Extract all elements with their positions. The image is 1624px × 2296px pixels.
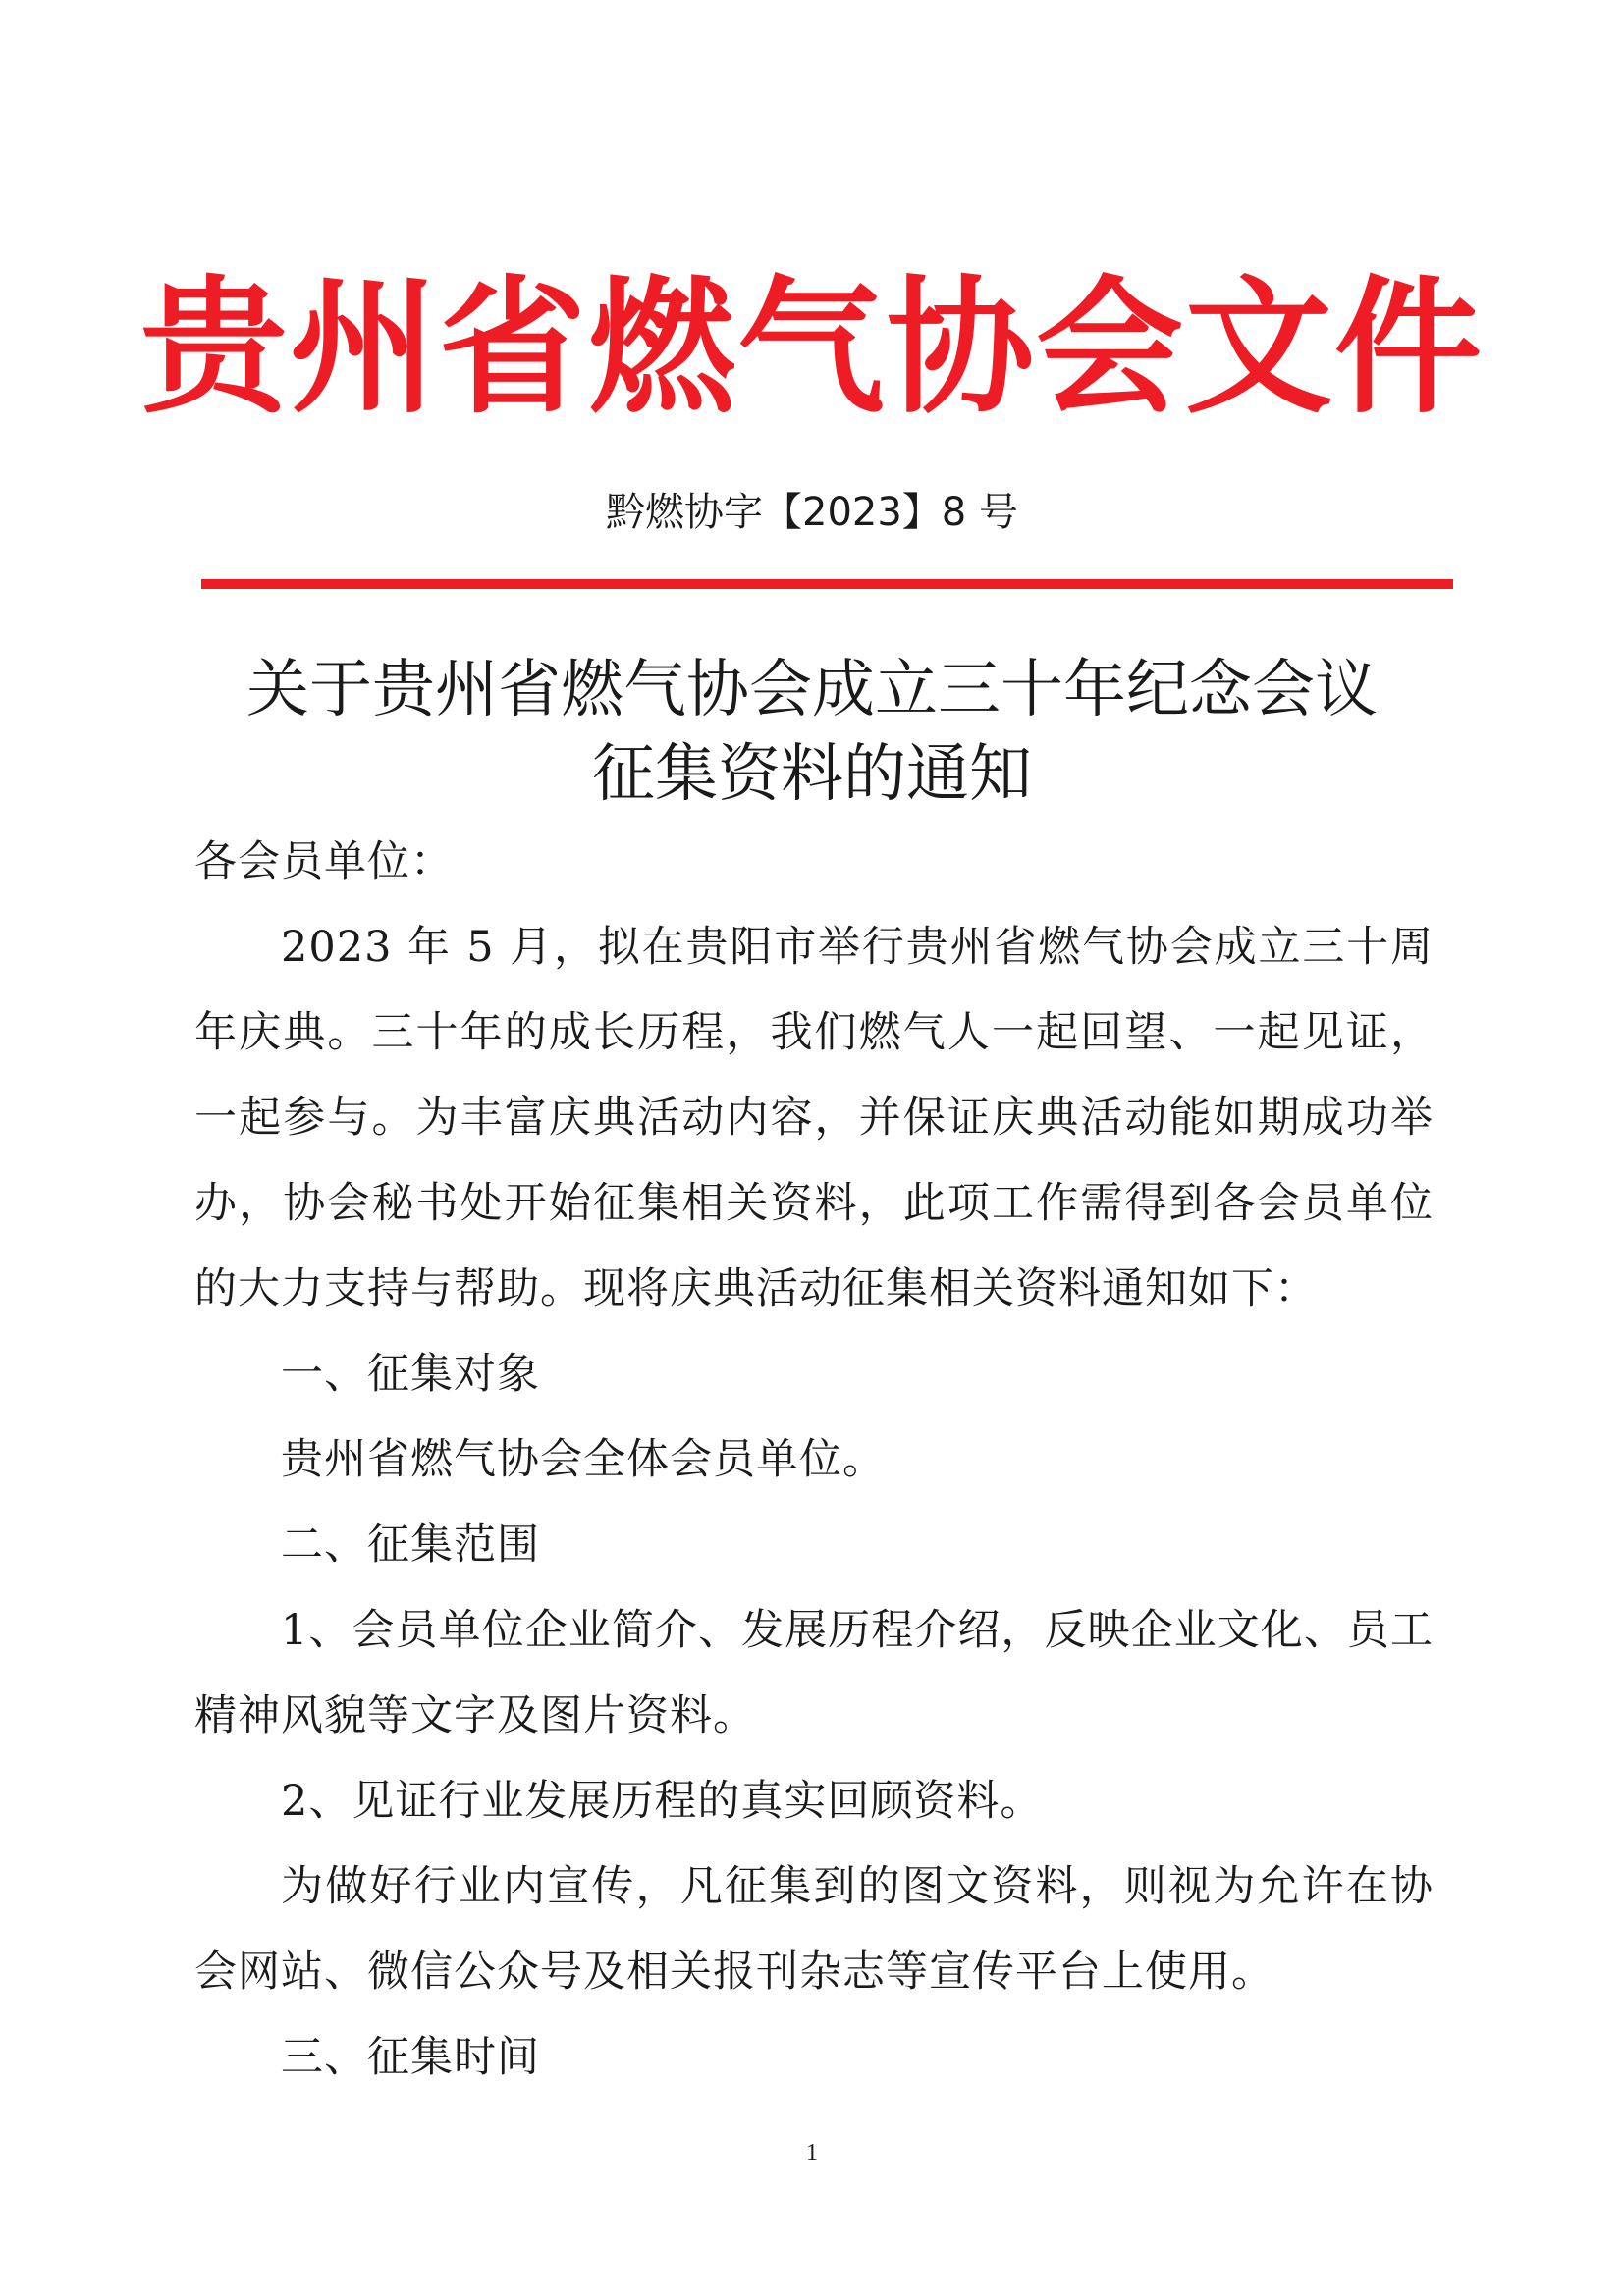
page-number: 1 — [806, 2140, 818, 2165]
section-heading-3: 三、征集时间 — [281, 2033, 540, 2082]
masthead-title: 贵州省燃气协会文件 — [139, 263, 1484, 434]
red-divider-line — [201, 579, 1453, 589]
document-number: 黔燃协字【2023】8 号 — [606, 490, 1018, 535]
salutation: 各会员单位： — [194, 837, 454, 886]
section-heading-1: 一、征集对象 — [281, 1350, 540, 1399]
section-heading-2: 二、征集范围 — [281, 1521, 540, 1570]
section-2-item-1: 1、会员单位企业简介、发展历程介绍，反映企业文化、员工精神风貌等文字及图片资料。 — [194, 1606, 1434, 1740]
section-2-item-2: 2、见证行业发展历程的真实回顾资料。 — [281, 1777, 1044, 1826]
section-2-note: 为做好行业内宣传，凡征集到的图文资料，则视为允许在协会网站、微信公众号及相关报刊杂志等宣传平台上使用。 — [194, 1862, 1434, 1997]
notice-title-line-2: 征集资料的通知 — [592, 738, 1032, 811]
notice-body — [194, 820, 1434, 2101]
section-1-text: 贵州省燃气协会全体会员单位。 — [281, 1435, 886, 1484]
notice-title-line-1: 关于贵州省燃气协会成立三十年纪念会议 — [246, 654, 1378, 726]
notice-title — [0, 648, 1624, 817]
intro-paragraph: 2023 年 5 月，拟在贵阳市举行贵州省燃气协会成立三十周年庆典。三十年的成长历程，我们燃气人一起回望、一起见证，一起参与。为丰富庆典活动内容，并保证庆典活动能如期成功举办，协会秘书处开始征集相关资料，此项工作需得到各会员单位的大力支持与帮助。现将庆典活动征集相关资料通知如下： — [194, 923, 1434, 1313]
